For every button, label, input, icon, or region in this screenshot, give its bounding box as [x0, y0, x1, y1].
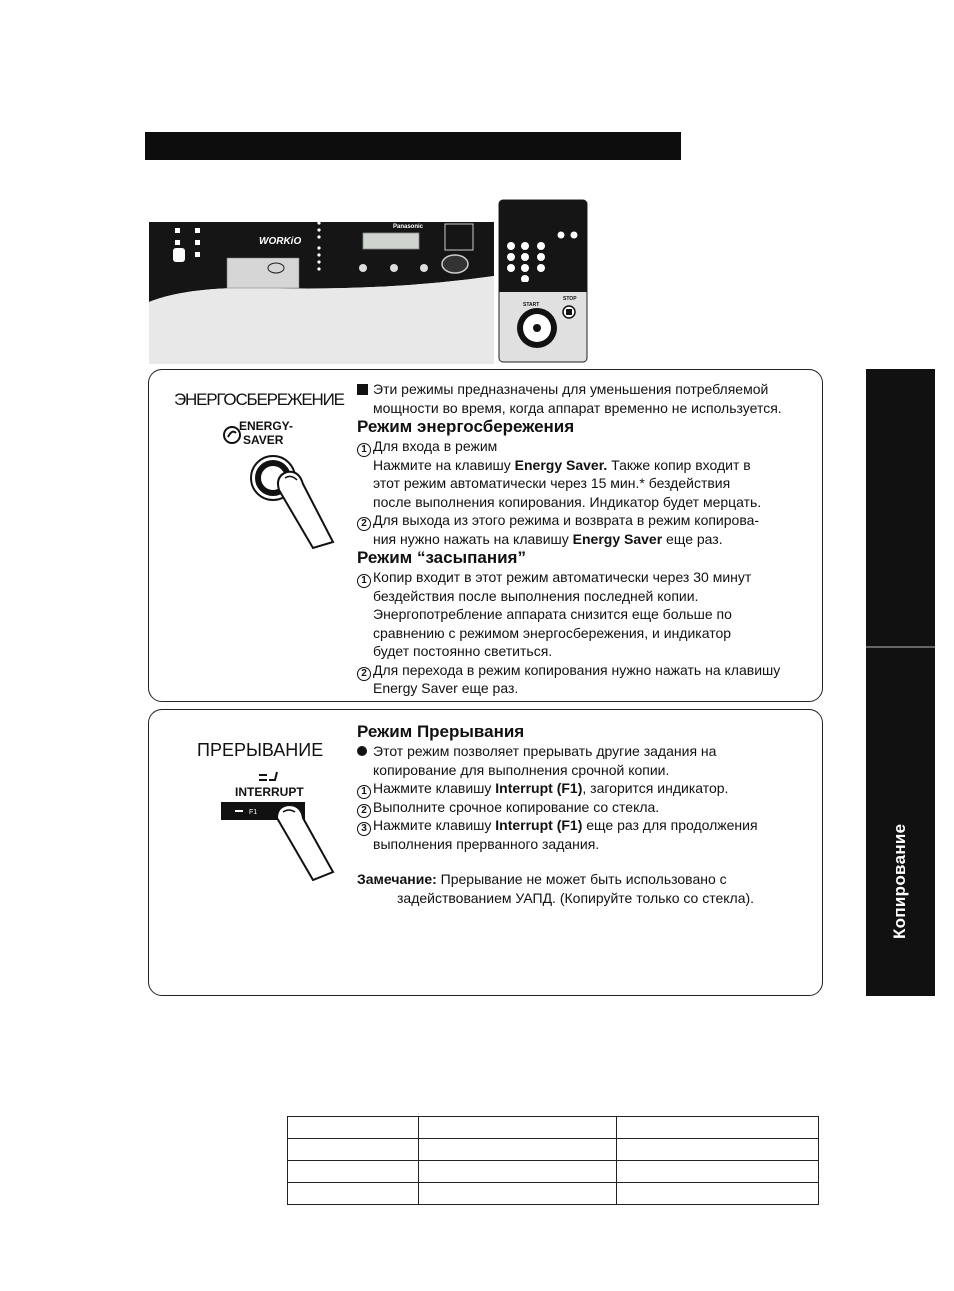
section-title-bar [145, 132, 681, 160]
interrupt-key-label: INTERRUPT [235, 785, 304, 799]
step3-line-2: выполнения прерванного задания. [373, 835, 600, 852]
step1-b: Interrupt (F1) [495, 780, 583, 796]
step-marker: 2 [357, 517, 371, 531]
table-row [288, 1183, 819, 1205]
table-row [288, 1161, 819, 1183]
empty-table [287, 1116, 819, 1205]
exit-line2-b: Energy Saver [572, 530, 663, 547]
step2: Выполните срочное копирование со стекла. [373, 798, 660, 815]
side-tab-divider [866, 646, 935, 648]
energy-mode-heading: ЭНЕРГОСБЕРЕЖЕНИЕ [174, 390, 344, 409]
interrupt-mode-heading: ПРЕРЫВАНИЕ [197, 740, 324, 760]
intro-line-2: мощности во время, когда аппарат временно не используется. [373, 399, 782, 416]
interrupt-mode-title: Режим Прерывания [357, 722, 525, 741]
sleep2-line-1: Для перехода в режим копирования нужно нажать на клавишу [373, 661, 781, 678]
step-marker: 2 [357, 667, 371, 681]
exit-line2-a: ния нужно нажать на клавишу [373, 530, 573, 547]
enter-line1-b: Energy Saver. [514, 456, 608, 473]
interrupt-icon [257, 770, 281, 784]
energy-mode-title: Режим энергосбережения [357, 417, 575, 436]
sleep1-line-4: сравнению с режимом энергосбережения, и индикатор [373, 624, 732, 641]
table-cell [288, 1161, 419, 1183]
energy-saver-button-illustration [243, 450, 343, 550]
enter-line1-c: Также копир входит в [607, 456, 751, 473]
sleep2-line-2: Energy Saver еще раз. [373, 680, 519, 696]
step3-b: Interrupt (F1) [495, 817, 583, 833]
energy-key-label-1: ENERGY- [239, 419, 294, 433]
table-cell [288, 1139, 419, 1161]
table-row [288, 1139, 819, 1161]
interrupt-text [357, 722, 817, 853]
sleep1-line-3: Энергопотребление аппарата снизится еще больше по [373, 606, 732, 622]
enter-title: Для входа в режим [373, 438, 498, 454]
sleep1-line-1: Копир входит в этот режим автоматически через 30 минут [373, 569, 752, 585]
interrupt-button-illustration [221, 802, 341, 882]
step-marker: 2 [357, 804, 371, 818]
interrupt-note [357, 870, 807, 908]
table-cell [419, 1161, 617, 1183]
stop-label: STOP [563, 296, 577, 302]
enter-line1-a: Нажмите на клавишу [373, 456, 515, 473]
step-marker: 3 [357, 822, 371, 836]
exit-line2-c: еще раз. [662, 530, 723, 547]
table-cell [419, 1139, 617, 1161]
interrupt-section [148, 709, 823, 996]
bullet-line-1: Этот режим позволяет прерывать другие задания на [373, 743, 717, 759]
step1-a: Нажмите клавишу [373, 780, 496, 796]
table-cell [288, 1183, 419, 1205]
f1-label: F1 [249, 809, 258, 816]
note-label: Замечание: [357, 871, 437, 887]
side-tab-label: Копирование [890, 823, 909, 939]
energy-saver-section [148, 369, 823, 702]
table-cell [419, 1183, 617, 1205]
table-cell [617, 1161, 819, 1183]
sleep1-line-5: будет постоянно светиться. [373, 643, 553, 659]
note-line-2: задействованием УАПД. (Копируйте только со стекла). [397, 890, 755, 906]
step-marker: 1 [357, 574, 371, 588]
step3-a: Нажмите клавишу [373, 817, 496, 833]
workio-logo: WORKiO [259, 236, 302, 247]
square-bullet-icon [357, 384, 368, 395]
exit-line-1: Для выхода из этого режима и возврата в режим копирова- [373, 512, 760, 528]
sleep1-line-2: бездействия после выполнения последней копии. [373, 587, 699, 604]
note-line-1: Прерывание не может быть использовано с [436, 871, 727, 887]
step1-c: , загорится индикатор. [582, 780, 729, 796]
side-tab [866, 369, 935, 996]
table-cell [617, 1183, 819, 1205]
start-label: START [523, 302, 540, 308]
energy-key-label-2: SAVER [243, 433, 284, 447]
table-row [288, 1117, 819, 1139]
brand-label: Panasonic [393, 224, 424, 230]
table-cell [617, 1117, 819, 1139]
step3-c: еще раз для продолжения [582, 817, 758, 833]
table-cell [419, 1117, 617, 1139]
control-panel-illustration [149, 196, 589, 364]
table-cell [617, 1139, 819, 1161]
step-marker: 1 [357, 443, 371, 457]
step-marker: 1 [357, 785, 371, 799]
bullet-line-2: копирование для выполнения срочной копии. [373, 761, 670, 778]
intro-line-1: Эти режимы предназначены для уменьшения потребляемой [373, 381, 769, 397]
enter-line-3: после выполнения копирования. Индикатор будет мерцать. [373, 493, 762, 510]
sleep-mode-title: Режим “засыпания” [357, 548, 526, 567]
enter-line-2: этот режим автоматически через 15 мин.* бездействия [373, 475, 731, 491]
bullet-icon [357, 746, 367, 756]
table-cell [288, 1117, 419, 1139]
energy-text [357, 380, 817, 698]
